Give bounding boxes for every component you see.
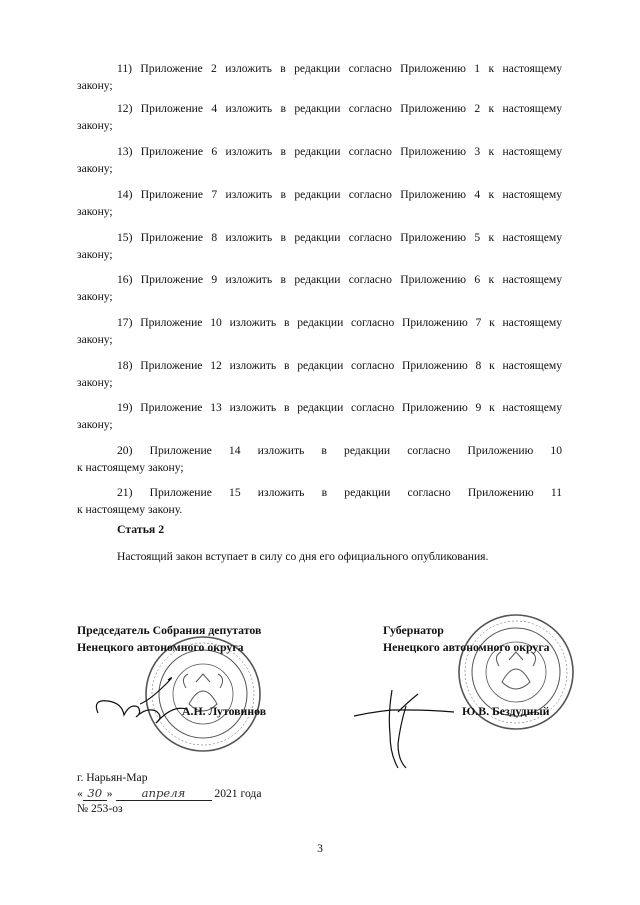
list-item: 18) Приложение 12 изложить в редакции согласно Приложению 8 к настоящему закону; <box>77 359 562 389</box>
handwritten-month: апреля <box>116 786 212 801</box>
right-handwritten-signature <box>354 690 454 768</box>
article-text: Настоящий закон вступает в силу со дня его официального опубликования. <box>117 550 489 563</box>
left-signatory-title: Председатель Собрания депутатов Ненецкого автономного округа <box>77 623 262 654</box>
list-item: 16) Приложение 9 изложить в редакции согласно Приложению 6 к настоящему закону; <box>77 273 562 303</box>
left-signatory-name: А.Н. Лутовинов <box>182 704 267 718</box>
list-item: 17) Приложение 10 изложить в редакции согласно Приложению 7 к настоящему закону; <box>77 316 562 346</box>
list-item: 12) Приложение 4 изложить в редакции согласно Приложению 2 к настоящему закону; <box>77 102 562 132</box>
right-signatory-title: Губернатор Ненецкого автономного округа <box>383 623 550 654</box>
law-number: № 253-оз <box>77 802 123 815</box>
list-item: 20) Приложение 14 изложить в редакции согласно Приложению 10 к настоящему закону; <box>77 444 562 474</box>
article-heading: Статья 2 <box>117 522 165 536</box>
list-item: 14) Приложение 7 изложить в редакции согласно Приложению 4 к настоящему закону; <box>77 188 562 218</box>
place-of-signing: г. Нарьян-Мар <box>77 771 148 784</box>
signing-date: « 30 » апреля 2021 года <box>77 786 262 800</box>
list-item: 11) Приложение 2 изложить в редакции согласно Приложению 1 к настоящему закону; <box>77 62 562 92</box>
handwritten-day: 30 <box>83 786 107 801</box>
page-number: 3 <box>317 842 323 855</box>
list-item: 13) Приложение 6 изложить в редакции согласно Приложению 3 к настоящему закону; <box>77 145 562 175</box>
list-item: 19) Приложение 13 изложить в редакции согласно Приложению 9 к настоящему закону; <box>77 401 562 431</box>
left-handwritten-signature <box>96 678 186 723</box>
list-item: 21) Приложение 15 изложить в редакции согласно Приложению 11 к настоящему закону. <box>77 486 562 516</box>
list-item: 15) Приложение 8 изложить в редакции согласно Приложению 5 к настоящему закону; <box>77 231 562 261</box>
right-signatory-name: Ю.В. Бездудный <box>462 704 550 718</box>
